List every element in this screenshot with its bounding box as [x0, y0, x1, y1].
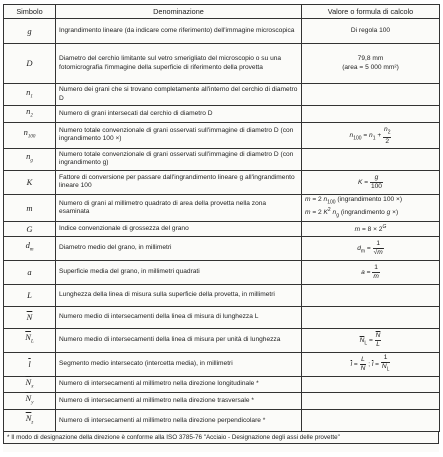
table-row — [4, 122, 440, 148]
value-cell — [302, 284, 440, 306]
name-cell: Fattore di conversione per passare dall'ingrandimento lineare g all'ingrandimento lineare 100 — [56, 170, 302, 194]
table-row — [4, 44, 440, 84]
name-cell: Numero totale convenzionale di grani osservati sull'immagine di diametro D (con ingrandimento g) — [56, 148, 302, 170]
header-symbol: Simbolo — [4, 5, 56, 19]
table-row — [4, 284, 440, 306]
name-cell: Numero medio di intersecamenti della linea di misura per unità di lunghezza — [56, 328, 302, 352]
footnote: * Il modo di designazione della direzione è conforme alla ISO 3785-76 "Acciaio - Designazione degli assi delle provette" — [3, 432, 439, 444]
symbol-cell: $n_g$ — [4, 148, 56, 170]
value-cell — [302, 148, 440, 170]
name-cell: Ingrandimento lineare (da indicare come riferimento) dell'immagine microscopica — [56, 19, 302, 44]
formula-l: $\overline{l}$ = $\frac{L}{N}$ ; $\overline{l}$ = $\frac{1}{\overline{N}_L}$ — [350, 354, 390, 373]
formula-m-100: m = 2 $n_{100}$ (ingrandimento 100 ×) — [305, 195, 403, 206]
name-cell: Numero di intersecamenti al millimetro nella direzione longitudinale * — [56, 376, 302, 393]
symbol-cell: a — [4, 260, 56, 284]
formula-dm: $d_m$ = $\frac{1}{√m}$ — [357, 240, 383, 256]
symbol-cell: $\overline{N}_y$ — [4, 393, 56, 410]
symbol-cell: m — [4, 194, 56, 221]
symbol-cell: L — [4, 284, 56, 306]
symbols-table — [3, 4, 440, 432]
table-row — [4, 19, 440, 44]
name-cell: Numero di intersecamenti al millimetro nella direzione trasversale * — [56, 393, 302, 410]
table-row — [4, 170, 440, 194]
table-row — [4, 376, 440, 393]
table-row — [4, 106, 440, 123]
value-cell — [302, 44, 440, 84]
table-row — [4, 410, 440, 432]
formula-a: a = $\frac{1}{m}$ — [361, 264, 379, 280]
name-cell: Numero di intersecamenti al millimetro nella direzione perpendicolare * — [56, 410, 302, 432]
table-row — [4, 352, 440, 376]
value-cell — [302, 222, 440, 236]
table-row — [4, 222, 440, 236]
value-cell — [302, 106, 440, 123]
symbol-cell: $n_1$ — [4, 84, 56, 106]
formula-n100: $n_{100} = n_1$ + $\frac{n_2}{2}$ — [349, 125, 391, 145]
name-cell: Superficie media del grano, in millimetri quadrati — [56, 260, 302, 284]
name-cell: Indice convenzionale di grossezza del grano — [56, 222, 302, 236]
name-cell: Diametro medio del grano, in millimetri — [56, 236, 302, 260]
grain-size-table-sheet — [3, 4, 439, 452]
value-line: 79,8 mm — [357, 55, 384, 63]
symbol-cell: $d_m$ — [4, 236, 56, 260]
formula-G: $m = 8 \times 2^G$ — [354, 224, 387, 234]
name-cell: Lunghezza della linea di misura sulla superficie della provetta, in millimetri — [56, 284, 302, 306]
symbol-cell: $\overline{N}_L$ — [4, 328, 56, 352]
value-cell — [302, 170, 440, 194]
symbol-cell: $n_2$ — [4, 106, 56, 123]
name-cell: Numero medio di intersecamenti della linea di misura di lunghezza L — [56, 306, 302, 328]
symbol-cell: $\overline{N}_z$ — [4, 410, 56, 432]
name-cell: Numero totale convenzionale di grani osservati sull'immagine di diametro D (con ingrandimento 100 ×) — [56, 122, 302, 148]
symbol-cell: g — [4, 19, 56, 44]
formula-NL: $\overline{N}_L$ = $\frac{\overline{N}}{L}$ — [359, 332, 381, 348]
formula-K: K = $\frac{g}{100}$ — [358, 174, 382, 190]
table-row — [4, 194, 440, 221]
symbol-cell: K — [4, 170, 56, 194]
table-row — [4, 260, 440, 284]
name-cell: Numero dei grani che si trovano completamente all'interno del cerchio di diametro D — [56, 84, 302, 106]
name-cell: Numero di grani intersecati dal cerchio di diametro D — [56, 106, 302, 123]
value-cell — [302, 260, 440, 284]
table-row — [4, 84, 440, 106]
value-cell — [302, 122, 440, 148]
symbol-cell: $\overline{l}$ — [4, 352, 56, 376]
header-value: Valore o formula di calcolo — [302, 5, 440, 19]
value-cell — [302, 393, 440, 410]
name-cell: Numero di grani al millimetro quadrato di area della provetta nella zona esaminata — [56, 194, 302, 221]
table-row — [4, 328, 440, 352]
value-cell — [302, 194, 440, 221]
value-cell — [302, 328, 440, 352]
value-cell — [302, 352, 440, 376]
value-cell — [302, 376, 440, 393]
table-row — [4, 236, 440, 260]
value-cell — [302, 306, 440, 328]
header-name: Denominazione — [56, 5, 302, 19]
name-cell: Segmento medio intersecato (intercetta media), in millimetri — [56, 352, 302, 376]
table-row — [4, 393, 440, 410]
symbol-cell: $n_{100}$ — [4, 122, 56, 148]
value-cell — [302, 236, 440, 260]
value-line: (area = 5 000 mm²) — [342, 63, 399, 71]
header-row — [4, 5, 440, 19]
value-cell — [302, 84, 440, 106]
table-row — [4, 148, 440, 170]
formula-m-g: m = 2 $K^2$ $n_g$ (ingrandimento g ×) — [305, 207, 399, 219]
name-cell: Diametro del cerchio limitante sul vetro smerigliato del microscopio o su una fotomicrografia l'immagine della superficie di riferimento della provetta — [56, 44, 302, 84]
symbol-cell: $\overline{N}$ — [4, 306, 56, 328]
symbol-cell: G — [4, 222, 56, 236]
symbol-cell: D — [4, 44, 56, 84]
value-cell: Di regola 100 — [302, 19, 440, 44]
symbol-cell: $\overline{N}_x$ — [4, 376, 56, 393]
value-cell — [302, 410, 440, 432]
table-row — [4, 306, 440, 328]
